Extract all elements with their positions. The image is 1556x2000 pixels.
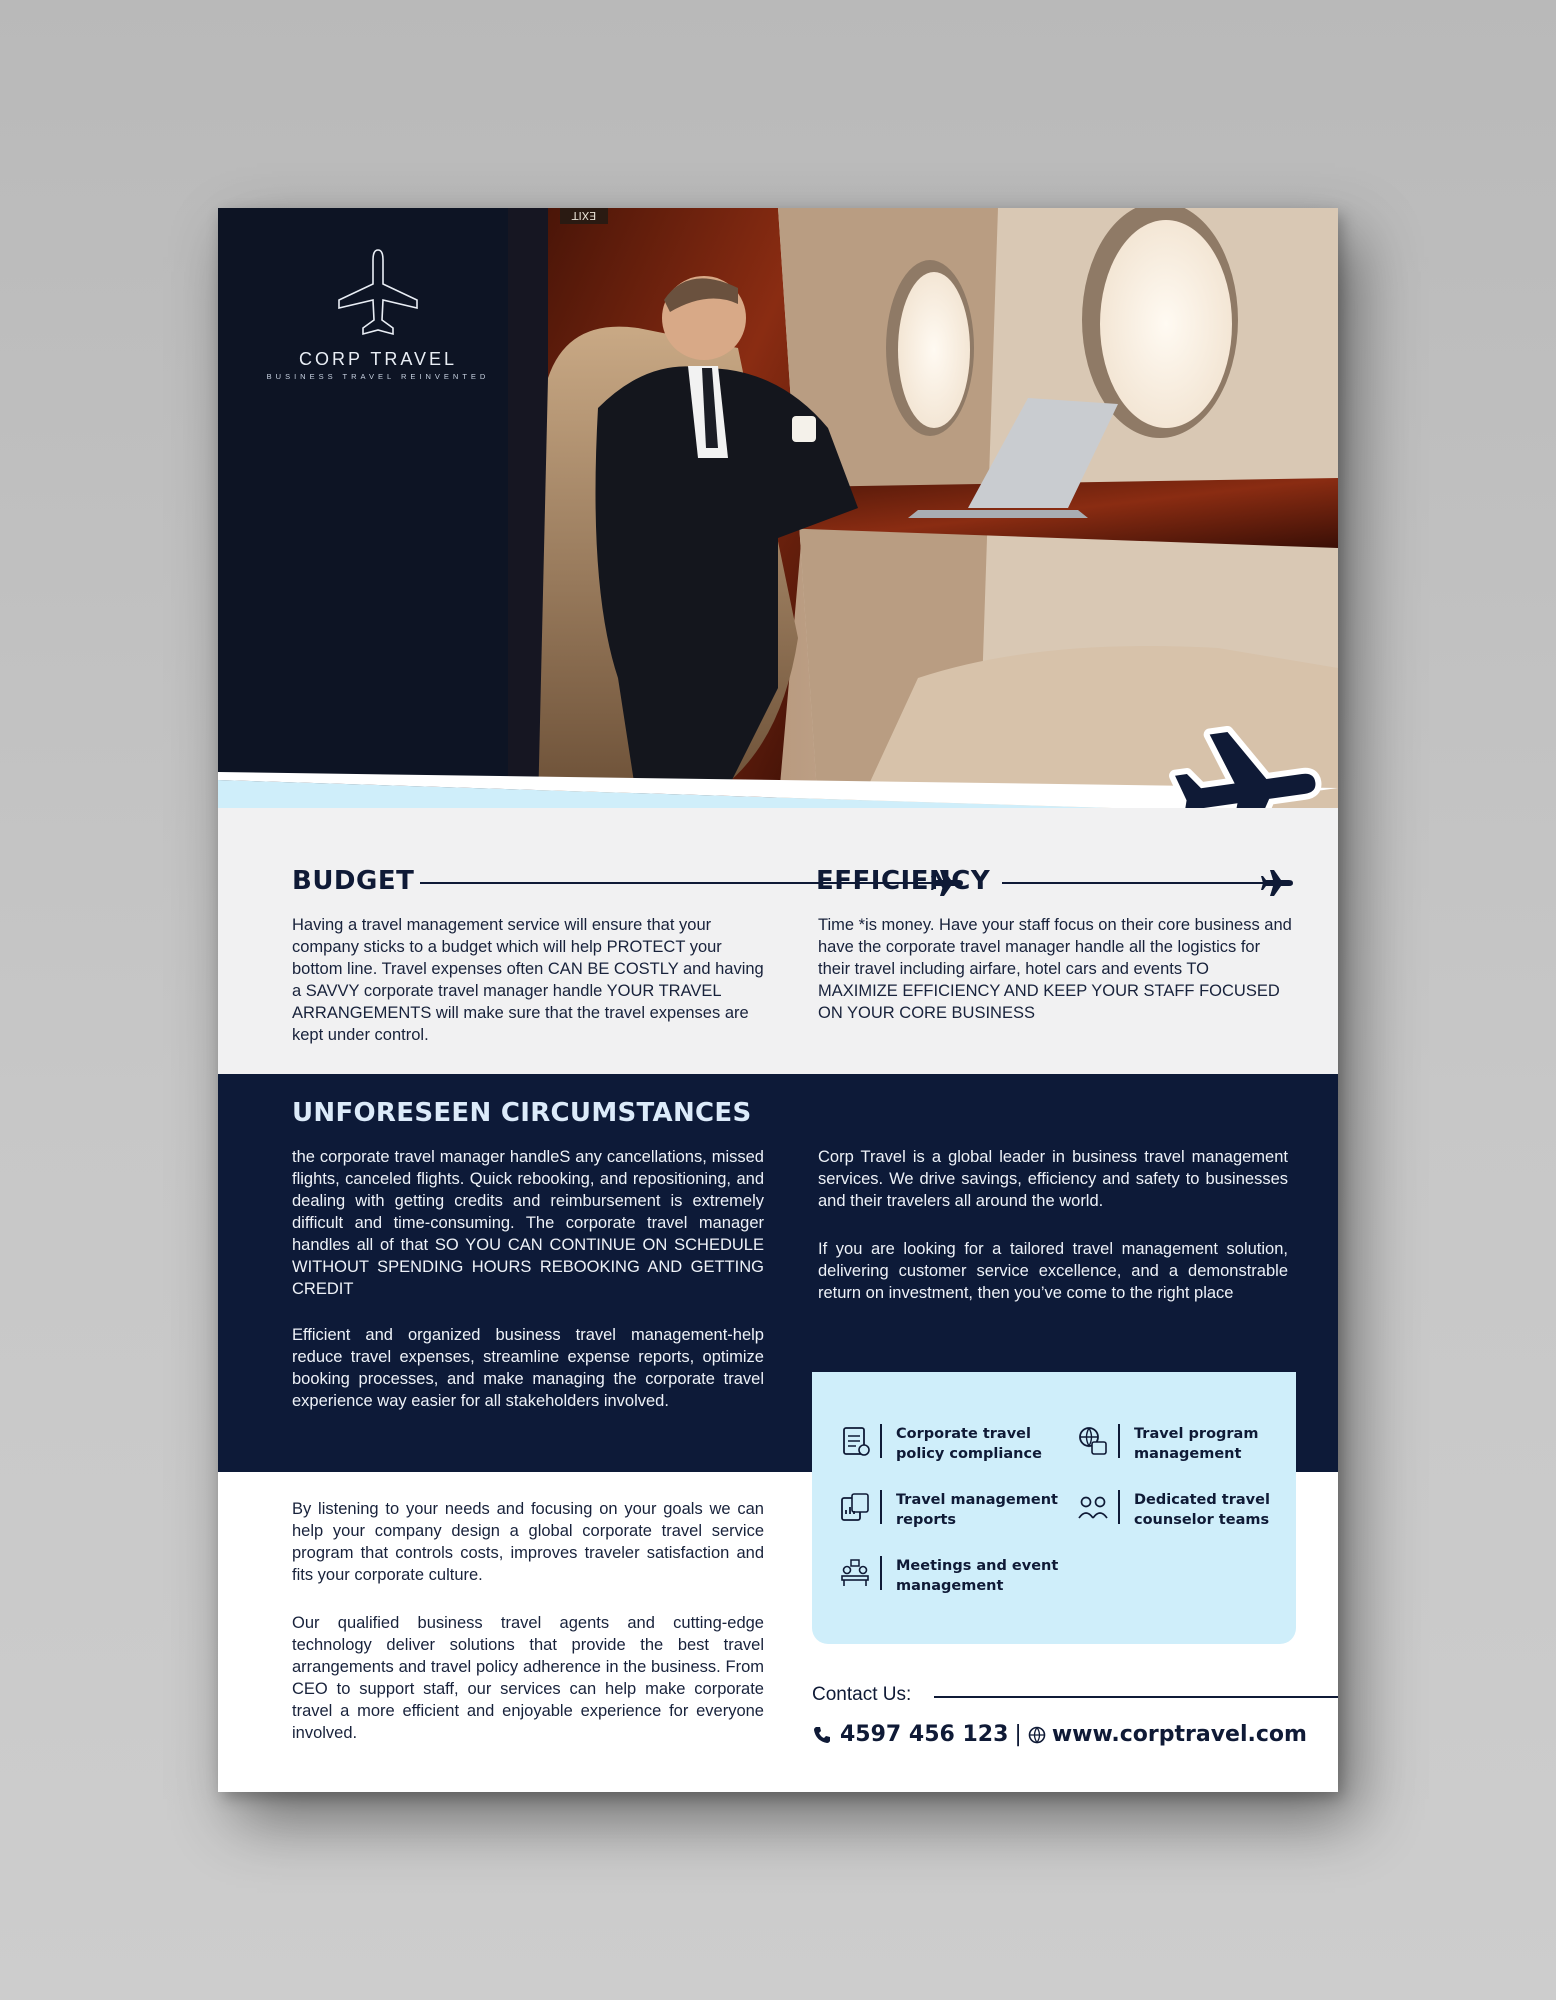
divider <box>880 1490 882 1524</box>
divider <box>880 1424 882 1458</box>
travel-program-icon <box>1076 1424 1110 1458</box>
service-item-counselor <box>1076 1490 1270 1530</box>
service-label: Travel program management <box>1134 1426 1259 1462</box>
small-plane-icon-2 <box>1260 868 1294 898</box>
policy-document-icon <box>838 1424 872 1458</box>
divider <box>1118 1490 1120 1524</box>
efficiency-heading: EFFICIENCY <box>816 866 991 896</box>
efficiency-text: Time *is money. Have your staff focus on their core business and have the corporate travel manager handle all the logistics for their travel including airfare, hotel cars and events TO MAXIMIZE EFFICIENCY AND KEEP YOUR STAFF FOCUSED ON YOUR CORE BUSINESS <box>818 916 1292 1022</box>
service-label: Corporate travel policy compliance <box>896 1426 1042 1462</box>
service-label: Dedicated travel counselor teams <box>1134 1492 1270 1528</box>
budget-text: Having a travel management service will ensure that your company sticks to a budget which will help PROTECT your bottom line. Travel expenses often CAN BE COSTLY and having a SAVVY corporate travel manager handle YOUR TRAVEL ARRANGEMENTS will make sure that the travel expenses are kept under control. <box>292 916 764 1044</box>
about-text-1: Corp Travel is a global leader in business travel management services. We drive savings, efficiency and safety to businesses and their travelers all around the world. <box>818 1148 1288 1210</box>
phone-icon <box>812 1725 832 1745</box>
flyer-page <box>218 208 1338 1792</box>
airplane-logo-icon <box>333 246 423 338</box>
reports-icon <box>838 1490 872 1524</box>
brand-name: CORP TRAVEL <box>298 349 458 369</box>
bottom-text-1: By listening to your needs and focusing on your goals we can help your company design a global corporate travel service program that controls costs, improves traveler satisfaction and fits your corporate culture. <box>292 1500 764 1584</box>
bottom-text-2: Our qualified business travel agents and cutting-edge technology deliver solutions that provide the best travel arrangements and travel policy adherence in the business. From CEO to support staff, our services can help make corporate travel a more efficient and enjoyable experience for everyone involved. <box>292 1614 764 1742</box>
service-label: Meetings and event management <box>896 1558 1059 1594</box>
contact-separator: | <box>1014 1722 1022 1747</box>
about-text-2: If you are looking for a tailored travel management solution, delivering customer service excellence, and a demonstrable return on investment, then you’ve come to the right place <box>818 1240 1288 1302</box>
service-item-meetings <box>838 1556 1058 1596</box>
counselor-team-icon <box>1076 1490 1110 1524</box>
brand-logo <box>258 246 498 381</box>
phone-number[interactable]: 4597 456 123 <box>840 1722 1009 1747</box>
service-item-policy <box>838 1424 1042 1464</box>
globe-icon <box>1028 1726 1046 1744</box>
website-link[interactable]: www.corptravel.com <box>1051 1722 1307 1747</box>
exit-sign: EXIT <box>571 209 597 222</box>
service-label: Travel management reports <box>896 1492 1058 1528</box>
contact-label: Contact Us: <box>812 1684 912 1705</box>
services-box <box>812 1372 1296 1644</box>
unforeseen-text-2: Efficient and organized business travel management-help reduce travel expenses, streamline expense reports, optimize booking processes, and make managing the corporate travel experience way easier for all stakeholders involved. <box>292 1326 764 1410</box>
unforeseen-text-1: the corporate travel manager handleS any cancellations, missed flights, canceled flights. Quick rebooking, and repositioning, and dealing with getting credits and reimbursement is extremely difficult and time-consuming. The corporate travel manager handles all of that SO YOU CAN CONTINUE ON SCHEDULE WITHOUT SPENDING HOURS REBOOKING AND GETTING CREDIT <box>292 1148 764 1298</box>
brand-tagline: BUSINESS TRAVEL REINVENTED <box>266 372 490 381</box>
contact-rule <box>934 1696 1338 1698</box>
service-item-program <box>1076 1424 1258 1464</box>
contact-details <box>812 1722 1307 1747</box>
meeting-icon <box>838 1556 872 1590</box>
divider <box>1118 1424 1120 1458</box>
divider <box>880 1556 882 1590</box>
unforeseen-heading: UNFORESEEN CIRCUMSTANCES <box>292 1098 752 1128</box>
efficiency-rule <box>1002 882 1278 884</box>
service-item-reports <box>838 1490 1058 1530</box>
budget-heading: BUDGET <box>292 866 415 896</box>
